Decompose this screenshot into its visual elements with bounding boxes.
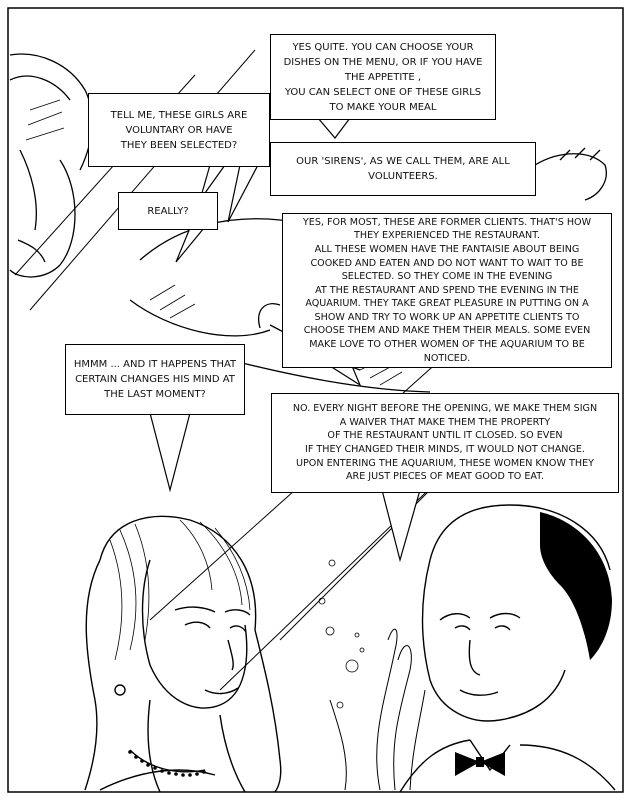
woman-figure <box>85 516 281 792</box>
woman-hair-hatching <box>110 520 250 660</box>
speech-bubble-guest-changes-mind <box>65 344 245 415</box>
speech-bubble-host-former-clients <box>282 213 612 368</box>
bubble-text: NO. EVERY NIGHT BEFORE THE OPENING, WE MAKE THEM SIGN A WAIVER THAT MAKE THEM THE PROPERTY OF THE RESTAURANT UNTIL IT CLOSED. SO EVEN IF THEY CHANGED THEIR MINDS, IT WOULD NOT CHANGE. UPON ENTERING THE AQUARIUM, THESE WOMEN KNOW THEY ARE JUST PIECES OF MEAT GOOD TO EAT. <box>292 403 598 483</box>
woman-necklace <box>128 750 206 777</box>
water-bubbles <box>319 560 364 708</box>
speech-bubble-host-sirens <box>270 142 536 196</box>
speech-bubble-host-choose-dishes <box>270 34 496 120</box>
speech-bubble-guest-voluntary <box>88 93 270 167</box>
bubble-text: OUR 'SIRENS', AS WE CALL THEM, ARE ALL VOLUNTEERS. <box>296 156 510 182</box>
man-hair <box>540 512 612 660</box>
speech-bubble-host-waiver <box>271 393 619 493</box>
seaweed-strands <box>330 629 425 790</box>
speech-bubble-guest-really <box>118 192 218 230</box>
bubble-text: HMMM ... AND IT HAPPENS THAT CERTAIN CHANGES HIS MIND AT THE LAST MOMENT? <box>73 359 237 400</box>
bubble-text: TELL ME, THESE GIRLS ARE VOLUNTARY OR HAVE THEY BEEN SELECTED? <box>110 109 248 151</box>
bubble-text: YES QUITE. YOU CAN CHOOSE YOUR DISHES ON THE MENU, OR IF YOU HAVE THE APPETITE , YOU CAN SELECT ONE OF THESE GIRLS TO MAKE YOUR MEAL <box>283 41 483 113</box>
bubble-text: REALLY? <box>147 205 189 217</box>
bubble-text: YES, FOR MOST, THESE ARE FORMER CLIENTS. THAT'S HOW THEY EXPERIENCED THE RESTAURANT. ALL THESE WOMEN HAVE THE FANTAISIE ABOUT BEING COOKED AND EATEN AND DO NOT WANT TO WAIT TO BE SELECTED. SO THEY COME IN THE EVENING AT THE RESTAURANT AND SPEND THE EVENING IN THE AQUARIUM. THEY TAKE GREAT PLEASURE IN PUTTING ON A SHOW AND TRY TO WORK UP AN APPETITE CLIENTS TO CHOOSE THEM AND MAKE THEM THEIR MEALS. SOME EVEN MAKE LOVE TO OTHER WOMEN OF THE AQUARIUM TO BE NOTICED. <box>302 216 592 364</box>
